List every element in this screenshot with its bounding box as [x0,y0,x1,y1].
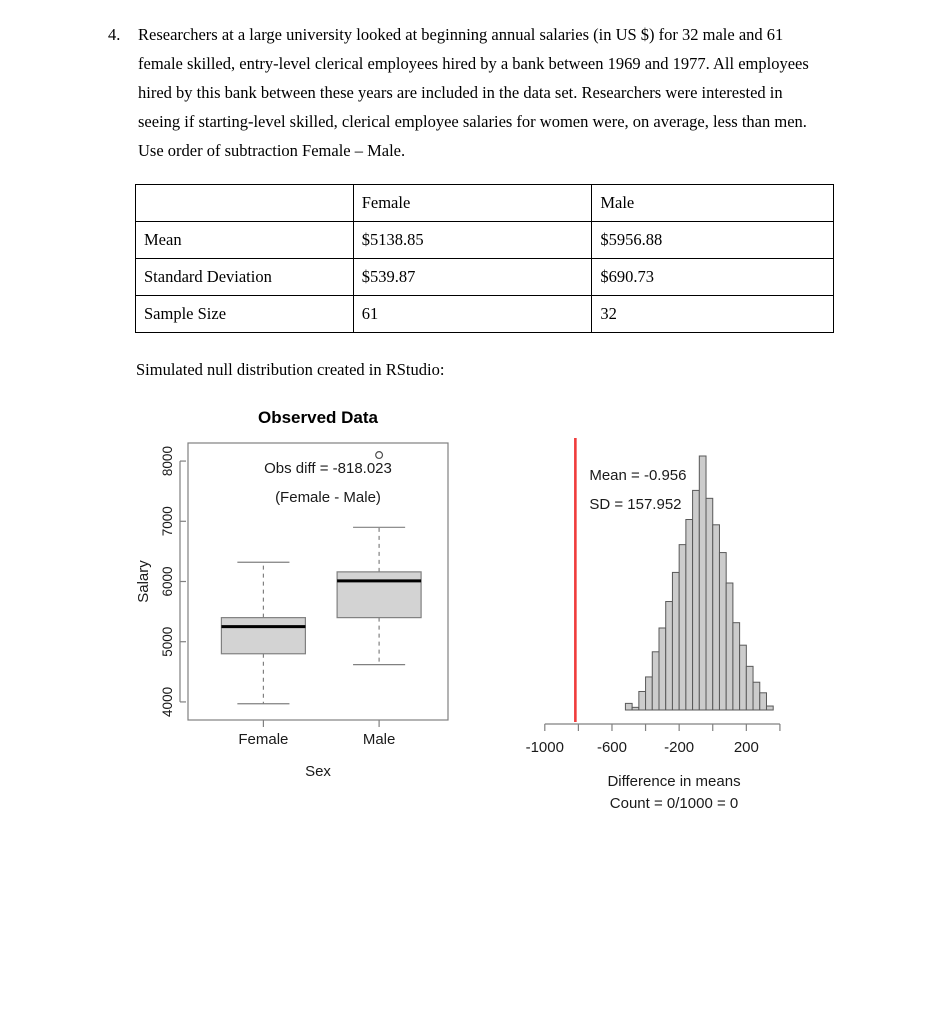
x-axis-title: Sex [305,763,331,780]
question-block [108,20,824,165]
histogram-annotation-mean: Mean = -0.956 [589,467,687,484]
box-rect [221,618,305,654]
table-header-male: Male [592,185,834,222]
histogram-bar [733,623,740,710]
row-label-mean: Mean [136,222,354,259]
histogram-bar [699,456,706,710]
y-axis-tick-label: 4000 [160,686,175,717]
box-rect [337,572,421,618]
y-axis-tick-label: 6000 [160,566,175,597]
histogram-bar [652,652,659,710]
boxplot-panel [130,398,470,808]
histogram-bar [706,498,713,710]
outlier-point [376,452,383,459]
x-axis-tick-label: -200 [664,739,695,756]
histogram-bar [639,691,646,710]
y-axis-tick-label: 7000 [160,506,175,537]
histogram-bar [746,666,753,710]
cell-sample-size-male: 32 [592,296,834,333]
histogram-bar [659,628,666,710]
question-number: 4. [108,25,121,44]
null-distribution-histogram [480,438,820,818]
cell-sample-size-female: 61 [353,296,592,333]
histogram-bar [719,553,726,710]
histogram-panel [480,438,820,818]
table-header-female: Female [353,185,592,222]
question-text: Researchers at a large university looked at beginning annual salaries (in US $) for 32 male and 61 female skilled, entry-level clerical employees hired by a bank between 1969 and 1977. All employees hired by this bank between these years are included in the data set. Researchers were interested in seeing if starting-level skilled, clerical employee salaries for women were, on average, less than men. Use order of subtraction Female – Male. [138,25,809,160]
histogram-x-axis-title: Difference in means [607,773,741,790]
histogram-bar [693,490,700,710]
x-axis-category-label-male: Male [362,731,396,748]
histogram-bar [686,520,693,711]
histogram-bar [766,706,773,710]
rstudio-caption: Simulated null distribution created in RStudio: [136,360,445,379]
histogram-bar [679,545,686,710]
x-axis-tick-label: -600 [596,739,627,756]
histogram-bar [740,645,747,710]
cell-mean-female: $5138.85 [353,222,592,259]
histogram-bar [713,525,720,710]
x-axis-category-label-female: Female [238,731,289,748]
cell-sd-male: $690.73 [592,259,834,296]
summary-statistics-table [135,184,834,333]
histogram-bar [666,602,673,710]
boxplot-annotation-subtraction-order: (Female - Male) [275,489,381,506]
cell-sd-female: $539.87 [353,259,592,296]
histogram-bar [646,677,653,710]
observed-data-boxplot [130,398,470,808]
row-label-sample-size: Sample Size [136,296,354,333]
x-axis-tick-label: 200 [733,739,759,756]
boxplot-box-male [337,452,421,665]
y-axis-tick-label: 5000 [160,626,175,657]
x-axis-tick-label: -1000 [525,739,564,756]
y-axis-title: Salary [135,560,152,603]
histogram-bar [726,583,733,710]
boxplot-box-female [221,562,305,704]
table-row [136,222,834,259]
table-row [136,296,834,333]
y-axis-tick-label: 8000 [160,446,175,477]
histogram-bar [760,693,767,710]
histogram-bar [632,707,639,710]
boxplot-annotation-obs-diff: Obs diff = -818.023 [264,460,392,477]
table-header-blank [136,185,354,222]
histogram-annotation-sd: SD = 157.952 [589,496,682,513]
histogram-bar [672,572,679,710]
histogram-count-label: Count = 0/1000 = 0 [609,795,739,812]
cell-mean-male: $5956.88 [592,222,834,259]
histogram-bar [753,682,760,710]
plots-container [0,398,938,818]
histogram-bar [625,703,632,710]
row-label-standard-deviation: Standard Deviation [136,259,354,296]
table-header-row [136,185,834,222]
table-row [136,259,834,296]
boxplot-title: Observed Data [258,408,378,427]
